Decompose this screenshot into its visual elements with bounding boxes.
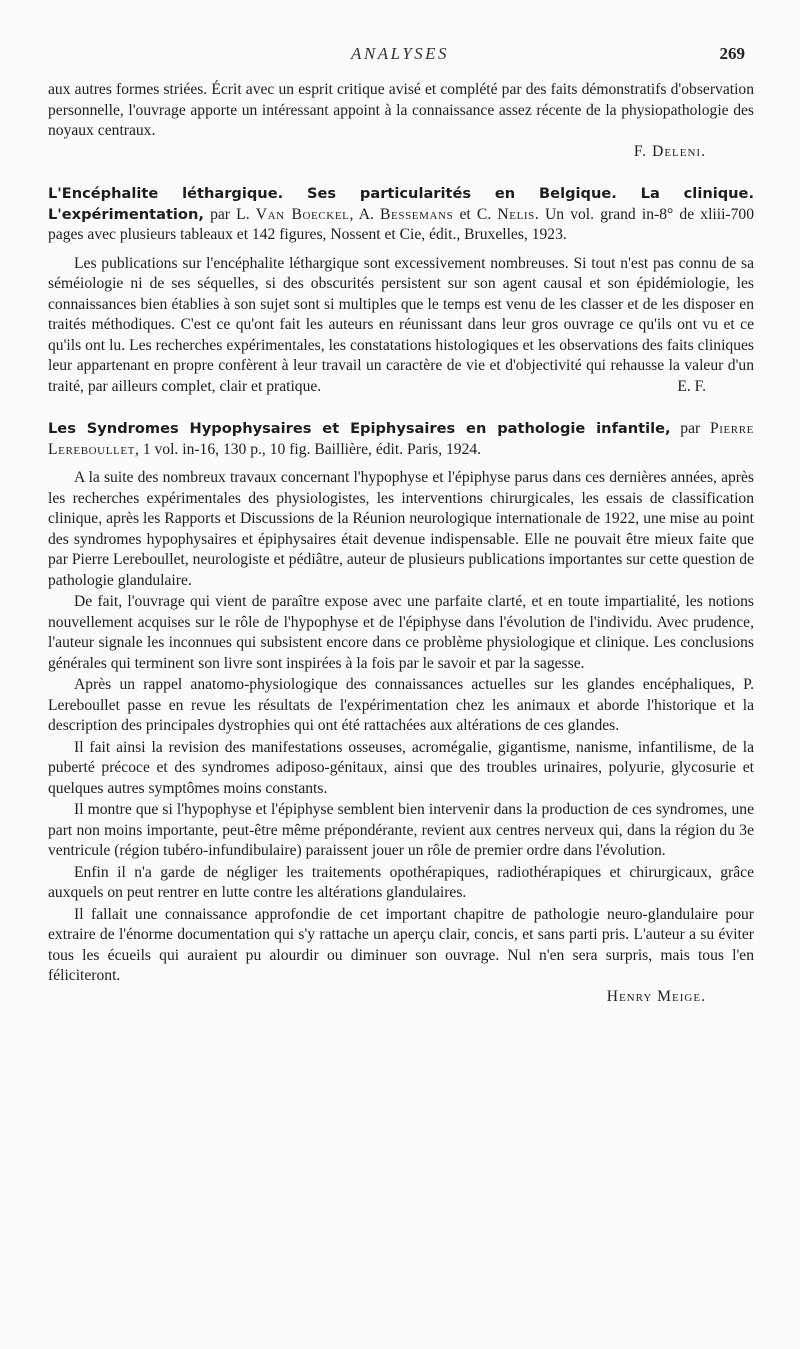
review-syndromes: [48, 419, 754, 1007]
author-name: Nelis: [497, 205, 535, 223]
review-title: L'Encéphalite léthargique. Ses particularités en Belgique. La clinique. L'expérimentation,: [48, 185, 754, 223]
review-signature: Henry Meige.: [606, 987, 706, 1005]
citation-par: par: [670, 420, 710, 437]
citation-sep: et C.: [453, 205, 498, 223]
author-name: Van Boeckel: [255, 205, 350, 223]
review-paragraph: Il fallait une connaissance approfondie de cet important chapitre de pathologie neuro-glandulaire pour extraire de l'énorme documentation qui s'y rattache un aperçu clair, concis, et sans parti pris. L'auteur a su éviter tous les écueils qui auraient pu alourdir ou diminuer son ouvrage. Nul n'en sera surpris, mais tous l'en féliciteront.: [48, 905, 754, 984]
review-body-text: Les publications sur l'encéphalite léthargique sont excessivement nombreuses. Si tout n'est pas connu de sa séméiologie ni de ses séquelles, si des obscurités persistent sur son agent causal et son épidémiologie, les connaissances bien établies à son sujet sont si multiples que le temps est venu de les classer et de les disposer en traités méthodiques. C'est ce qu'ont fait les auteurs en réunissant dans leur gros ouvrage ce qu'ils ont vu et ce qu'ils ont lu. Les recherches expérimentales, les constatations histologiques et les observations des faits cliniques leur appartenant en propre confèrent à leur travail un caractère de vie et d'objectivité qui rehausse la valeur d'un traité, par ailleurs complet, clair et pratique.: [48, 254, 754, 395]
page-number: 269: [719, 44, 745, 63]
page-header: [55, 44, 745, 68]
review-title: Les Syndromes Hypophysaires et Epiphysaires en pathologie infantile,: [48, 420, 671, 437]
review-heading: [48, 184, 754, 246]
review-paragraph: Après un rappel anatomo-physiologique des connaissances actuelles sur les glandes encéphaliques, P. Lereboullet passe en revue les résultats de l'expérimentation chez les animaux et aborde l'historique et la description des principales dystrophies qui ont été rattachées aux altérations de ces glandes.: [48, 676, 754, 734]
citation-details: . Un vol. grand in-8° de xliii-700 pages avec plusieurs tableaux et 142 figures, Nossent et Cie, édit., Bruxelles, 1923.: [48, 205, 755, 243]
author-name: Bessemans: [380, 205, 454, 223]
citation-details: , 1 vol. in-16, 130 p., 10 fig. Baillière, édit. Paris, 1924.: [135, 440, 482, 458]
review-encephalite: [48, 184, 754, 397]
continuation-text: aux autres formes striées. Écrit avec un esprit critique avisé et complété par des faits démonstratifs d'observation personnelle, l'ouvrage apporte un intéressant appoint à la connaissance assez récente de la physiopathologie des noyaux centraux.: [48, 81, 754, 139]
review-heading: [48, 419, 754, 460]
review-signature: E. F.: [677, 377, 706, 395]
page-body: [48, 80, 754, 1007]
review-paragraph: A la suite des nombreux travaux concernant l'hypophyse et l'épiphyse parus dans ces dernières années, après les recherches expérimentales des physiologistes, les interventions chirurgicales, les essais de classification clinique, après les Rapports et Discussions de la Réunion neurologique internationale de 1922, une mise au point des syndromes hypophysaires et épiphysaires était devenue indispensable. Elle ne pouvait être mieux faite que par Pierre Lereboullet, neurologiste et pédiâtre, auteur de plusieurs publications importantes sur cette question de pathologie glandulaire.: [48, 469, 754, 589]
review-paragraph: De fait, l'ouvrage qui vient de paraître expose avec une parfaite clarté, et en toute impartialité, les notions nouvellement acquises sur le rôle de l'hypophyse et de l'épiphyse dans l'évolution de l'individu. Avec prudence, l'auteur signale les inconnues qui subsistent encore dans ce problème physiologique et clinique. Les conclusions générales qui terminent son livre sont inspirées à la fois par le savoir et par la sagesse.: [48, 593, 754, 672]
review-paragraph: Il fait ainsi la revision des manifestations osseuses, acromégalie, gigantisme, nanisme, infantilisme, de la puberté précoce et des syndromes adiposo-génitaux, ainsi que des troubles urinaires, polyurie, glycosurie et quelques autres symptômes moins constants.: [48, 738, 754, 797]
running-title: ANALYSES: [350, 44, 450, 63]
author-name: Pierre Lereboullet: [48, 420, 754, 458]
review-paragraph: Il montre que si l'hypophyse et l'épiphyse semblent bien intervenir dans la production de ces syndromes, une part non moins importante, peut-être même prépondérante, revient aux centres nerveux qui, dans la région du 3e ventricule (région tubéro-infundibulaire) paraissent jouer un rôle de premier ordre dans l'évolution.: [48, 801, 754, 859]
citation-sep: , A.: [349, 205, 381, 223]
review-body: [48, 254, 754, 398]
review-continuation: [48, 80, 754, 162]
continuation-signature: F. Deleni.: [633, 142, 706, 160]
citation-par: par L.: [210, 205, 256, 223]
review-paragraph: Enfin il n'a garde de négliger les traitements opothérapiques, radiothérapiques et chirurgicaux, grâce auxquels on peut rentrer en lutte contre les altérations glandulaires.: [48, 863, 754, 901]
